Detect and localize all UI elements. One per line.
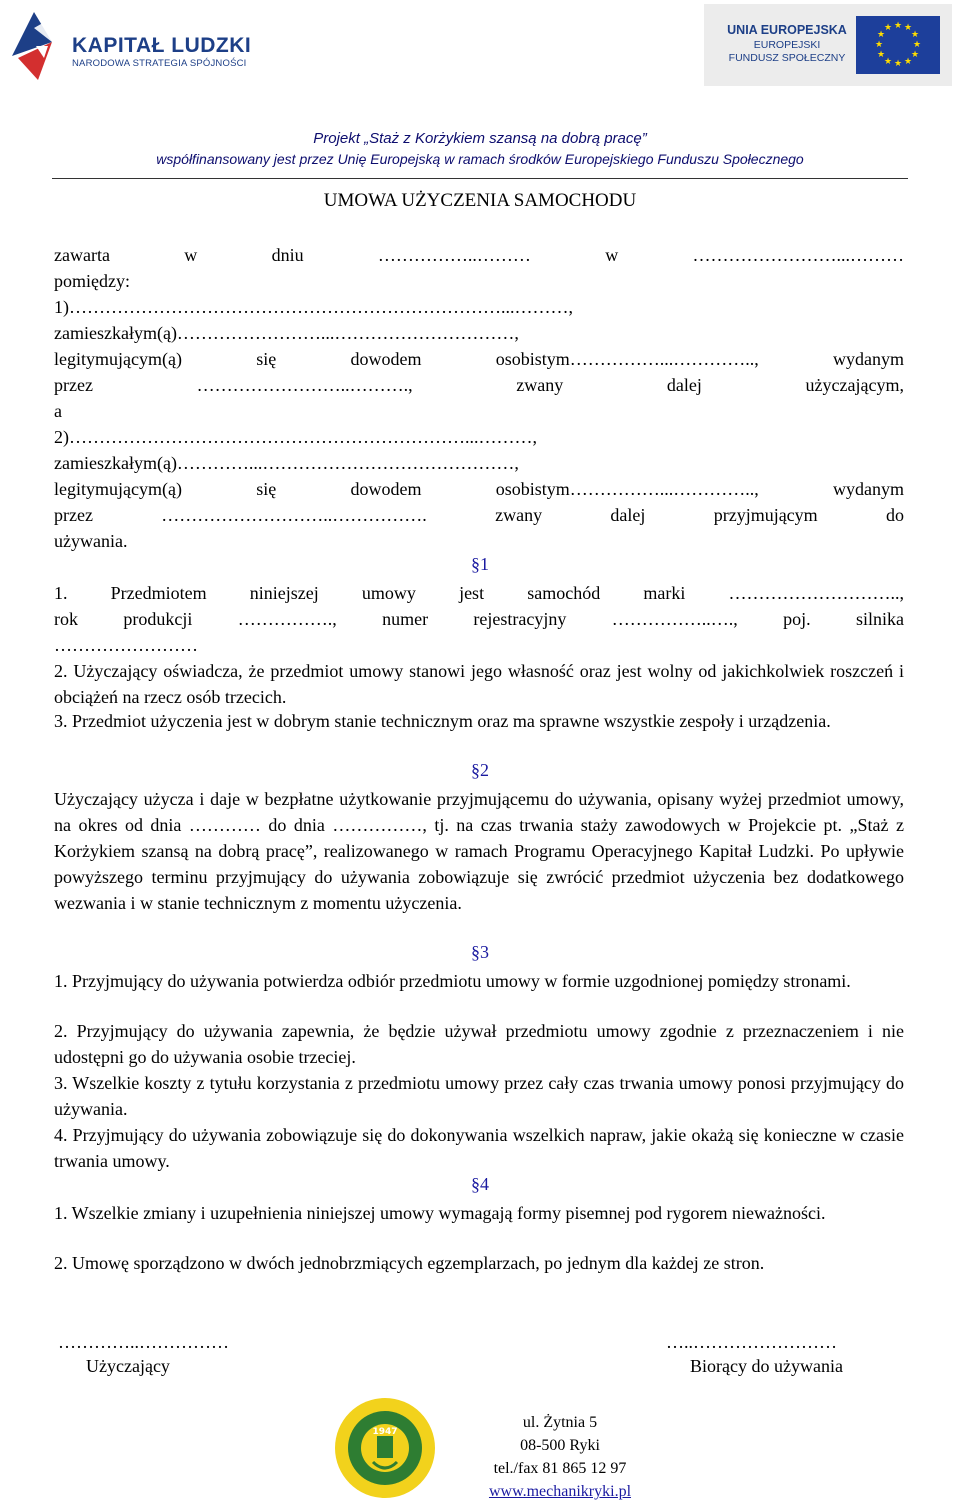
intro-and: a — [54, 401, 62, 421]
intro-party1-id: legitymującym(ą) się dowodem osobistym……………...………….., wydanym — [54, 349, 904, 369]
signature-right-label: Biorący do używania — [690, 1356, 843, 1376]
svg-text:★: ★ — [876, 30, 886, 40]
intro-party2: 2)…………………………………………………………...………, — [54, 427, 537, 447]
cofinancing-note: współfinansowany jest przez Unię Europejską w ramach środków Europejskiego Funduszu Społecznego — [156, 151, 804, 167]
intro-line-date: zawarta w dniu ……………..……… w ……………………...……… — [54, 245, 904, 265]
svg-text:★: ★ — [910, 50, 920, 60]
address-phone: tel./fax 81 865 12 97 — [493, 1460, 627, 1477]
svg-text:★: ★ — [912, 40, 922, 50]
website-link-wrap — [460, 1481, 660, 1502]
section-3-item-4: 4. Przyjmujący do używania zobowiązuje się do dokonywania wszelkich napraw, jakie okażą się konieczne w czasie trwania umowy. — [54, 1125, 904, 1171]
svg-text:★: ★ — [876, 50, 886, 60]
section-2-number: 2 — [480, 760, 489, 780]
intro-party2-address: zamieszkałym(ą)…………...……………………………………, — [54, 453, 519, 473]
kapital-ludzki-subtitle: NARODOWA STRATEGIA SPÓJNOŚCI — [72, 58, 247, 69]
eu-subtitle-line1: EUROPEJSKI — [753, 39, 821, 51]
section-1-item-1: 1. Przedmiotem niniejszej umowy jest samochód marki ……………………….., — [54, 583, 904, 603]
section-4-number: 4 — [480, 1174, 489, 1194]
intro-usage: używania. — [54, 531, 128, 551]
kapital-ludzki-title: KAPITAŁ LUDZKI — [72, 34, 252, 57]
eu-flag-icon — [856, 16, 940, 74]
document-title: UMOWA UŻYCZENIA SAMOCHODU — [323, 190, 637, 211]
section-1-heading: §1 — [471, 554, 489, 574]
section-1-item-1-engine: …………………… — [54, 635, 198, 655]
address-street: ul. Żytnia 5 — [522, 1414, 598, 1431]
eu-subtitle-line2: FUNDUSZ SPOŁECZNY — [728, 52, 846, 64]
eu-title: UNIA EUROPEJSKA — [727, 23, 847, 37]
section-2-heading: §2 — [471, 760, 489, 780]
kapital-ludzki-emblem-icon — [8, 8, 72, 88]
section-3-heading: §3 — [471, 942, 489, 962]
seal-year: 1947 — [372, 1427, 398, 1437]
section-4-heading: §4 — [471, 1174, 489, 1194]
svg-text:★: ★ — [893, 59, 903, 69]
project-name: Projekt „Staż z Korżykiem szansą na dobrą pracę” — [313, 130, 647, 147]
section-1-item-2: 2. Użyczający oświadcza, że przedmiot umowy stanowi jego własność oraz jest wolny od jakichkolwiek roszczeń i obciążeń na rzecz osób trzecich. — [54, 661, 904, 707]
intro-party2-issuer: przez ………………………..……………. zwany dalej przyjmującym do — [54, 505, 904, 525]
signature-left-label: Użyczający — [86, 1356, 170, 1376]
address-city: 08-500 Ryki — [520, 1437, 600, 1454]
intro-party1: 1)………………………………………………………………...………, — [54, 297, 573, 317]
section-1-item-1-cont: rok produkcji ……………., numer rejestracyjny ……………..…., poj. silnika — [54, 609, 904, 629]
signature-right-dots: …..…………………… — [666, 1332, 837, 1352]
intro-line-between: pomiędzy: — [54, 271, 130, 291]
section-3-number: 3 — [480, 942, 489, 962]
svg-text:★: ★ — [903, 57, 913, 67]
section-3-item-2: 2. Przyjmujący do używania zapewnia, że będzie używał przedmiotu umowy zgodnie z przeznaczeniem i nie udostępni go do używania osobie trzeciej. — [54, 1021, 904, 1067]
intro-party1-address: zamieszkałym(ą)……………………...…………………………, — [54, 323, 519, 343]
section-4-item-2: 2. Umowę sporządzono w dwóch jednobrzmiących egzemplarzach, po jednym dla każdej ze stron. — [54, 1253, 765, 1273]
header-divider — [52, 178, 908, 179]
svg-text:★: ★ — [883, 57, 893, 67]
section-4-item-1: 1. Wszelkie zmiany i uzupełnienia niniejszej umowy wymagają formy pisemnej pod rygorem nieważności. — [54, 1203, 826, 1223]
section-3-item-3: 3. Wszelkie koszty z tytułu korzystania z przedmiotu umowy przez cały czas trwania umowy ponosi przyjmujący do używania. — [54, 1073, 904, 1119]
section-1-item-3: 3. Przedmiot użyczenia jest w dobrym stanie technicznym oraz ma sprawne wszystkie zespoły i urządzenia. — [54, 711, 831, 731]
eu-subtitle — [726, 39, 848, 65]
signature-left-dots: …………..…………… — [58, 1332, 229, 1352]
section-3-item-1: 1. Przyjmujący do używania potwierdza odbiór przedmiotu umowy w formie uzgodnionej pomiędzy stronami. — [54, 971, 851, 991]
svg-text:★: ★ — [893, 21, 903, 31]
website-link[interactable]: www.mechanikryki.pl — [488, 1483, 632, 1500]
svg-text:★: ★ — [903, 23, 913, 33]
school-seal-logo — [333, 1396, 437, 1500]
section-1-number: 1 — [480, 554, 489, 574]
intro-party1-issuer: przez ……………………..………., zwany dalej użyczającym, — [54, 375, 904, 395]
svg-text:★: ★ — [910, 30, 920, 40]
intro-party2-id: legitymującym(ą) się dowodem osobistym……………...………….., wydanym — [54, 479, 904, 499]
section-2-text: Użyczający użycza i daje w bezpłatne użytkowanie przyjmującemu do używania, opisany wyżej przedmiot umowy, na okres od dnia ………… do dnia ……………, tj. na czas trwania staży zawodowych w Projekcie pt. „Staż z Korżykiem szansą na dobrą pracę”, realizowanego w ramach Programu Operacyjnego Kapitał Ludzki. Po upływie powyższego terminu przyjmujący do używania zobowiązuje się zwrócić przedmiot użyczenia bez dodatkowego wezwania i w stanie technicznym z momentu użyczenia. — [54, 789, 904, 913]
svg-text:★: ★ — [874, 40, 884, 50]
svg-text:★: ★ — [883, 23, 893, 33]
